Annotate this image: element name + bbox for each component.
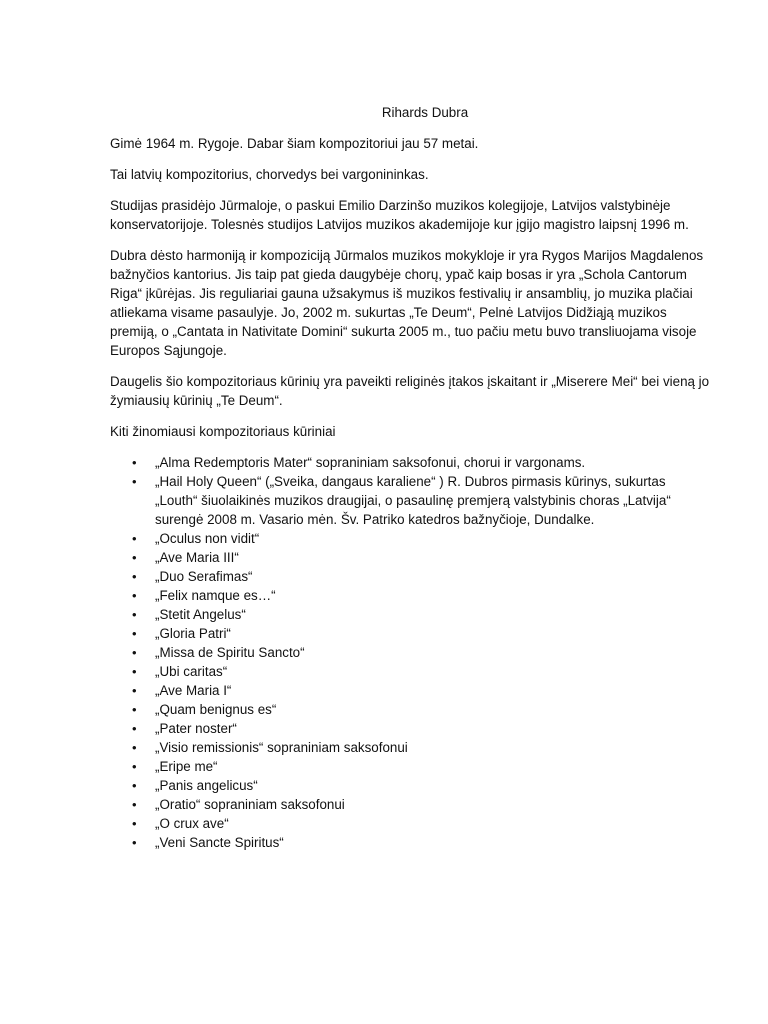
works-list-item [110,605,710,624]
works-list-item [110,833,710,852]
work-title: „Ubi caritas“ [155,664,228,679]
document-body [110,103,710,852]
bullet-icon: • [132,683,137,698]
works-list-item [110,529,710,548]
bullet-icon: • [132,721,137,736]
works-list-item [110,624,710,643]
bullet-icon: • [132,588,137,603]
works-list-item [110,738,710,757]
works-list-item [110,795,710,814]
bullet-icon: • [132,759,137,774]
bullet-icon: • [132,569,137,584]
paragraph-birth: Gimė 1964 m. Rygoje. Dabar šiam kompozitoriui jau 57 metai. [110,136,479,151]
works-list-item [110,472,710,529]
bullet-icon: • [132,835,137,850]
work-title: „Oculus non vidit“ [155,531,260,546]
work-title: „Visio remissionis“ sopraniniam saksofonui [155,740,408,755]
works-list-item [110,719,710,738]
bullet-icon: • [132,607,137,622]
work-title: „Duo Serafimas“ [155,569,253,584]
work-title: „Alma Redemptoris Mater“ sopraniniam saksofonui, chorui ir vargonams. [155,455,586,470]
works-list-item [110,586,710,605]
work-title: „O crux ave“ [155,816,229,831]
paragraph-profession: Tai latvių kompozitorius, chorvedys bei vargonininkas. [110,167,429,182]
bullet-icon: • [132,626,137,641]
bullet-icon: • [132,816,137,831]
works-list-item [110,453,710,472]
works-list-item [110,548,710,567]
paragraph-studies: Studijas prasidėjo Jūrmaloje, o paskui Emilio Darzinšo muzikos kolegijoje, Latvijos valstybinėje konservatorijoje. Tolesnės studijos Latvijos muzikos akademijoje kur įgijo magistro laipsnį 1996 m. [110,198,689,232]
bullet-icon: • [132,455,137,470]
bullet-icon: • [132,645,137,660]
work-title: „Gloria Patri“ [155,626,231,641]
work-title: „Felix namque es…“ [155,588,276,603]
work-title: „Missa de Spiritu Sancto“ [155,645,305,660]
bullet-icon: • [132,702,137,717]
bullet-icon: • [132,740,137,755]
paragraph-career: Dubra dėsto harmoniją ir kompoziciją Jūrmalos muzikos mokykloje ir yra Rygos Marijos Magdalenos bažnyčios kantorius. Jis taip pat gieda daugybėje chorų, ypač kaip bosas ir yra „Schola Cantorum Riga“ įkūrėjas. Jis reguliariai gauna užsakymus iš muzikos festivalių ir ansamblių, jo muzika plačiai atliekama visame pasaulyje. Jo, 2002 m. sukurtas „Te Deum“, Pelnė Latvijos Didžiąją muzikos premiją, o „Cantata in Nativitate Domini“ sukurta 2005 m., tuo pačiu metu buvo transliuojama visoje Europos Sąjungoje. [110,248,704,358]
works-list-item [110,700,710,719]
work-title: „Hail Holy Queen“ („Sveika, dangaus karaliene“ ) R. Dubros pirmasis kūrinys, sukurtas „Louth“ šiuolaikinės muzikos draugijai, o pasaulinę premjerą valstybinis choras „Latvija“ surengė 2008 m. Vasario mėn. Šv. Patriko katedros bažnyčioje, Dundalke. [155,474,671,527]
work-title: „Panis angelicus“ [155,778,258,793]
works-list-item [110,757,710,776]
work-title: „Eripe me“ [155,759,218,774]
works-list [110,453,710,852]
bullet-icon: • [132,664,137,679]
work-title: „Quam benignus es“ [155,702,277,717]
bullet-icon: • [132,474,137,489]
works-list-item [110,776,710,795]
works-list-item [110,643,710,662]
work-title: „Stetit Angelus“ [155,607,246,622]
paragraph-religious-influence: Daugelis šio kompozitoriaus kūrinių yra paveikti religinės įtakos įskaitant ir „Miserere Mei“ bei vieną jo žymiausių kūrinių „Te Deum“. [110,374,710,408]
works-list-heading: Kiti žinomiausi kompozitoriaus kūriniai [110,424,336,439]
work-title: „Ave Maria I“ [155,683,232,698]
works-list-item [110,814,710,833]
work-title: „Oratio“ sopraniniam saksofonui [155,797,345,812]
work-title: „Ave Maria III“ [155,550,239,565]
work-title: „Pater noster“ [155,721,237,736]
works-list-item [110,662,710,681]
bullet-icon: • [132,778,137,793]
bullet-icon: • [132,531,137,546]
document-title: Rihards Dubra [381,105,469,120]
works-list-item [110,567,710,586]
work-title: „Veni Sancte Spiritus“ [155,835,284,850]
bullet-icon: • [132,797,137,812]
works-list-item [110,681,710,700]
bullet-icon: • [132,550,137,565]
